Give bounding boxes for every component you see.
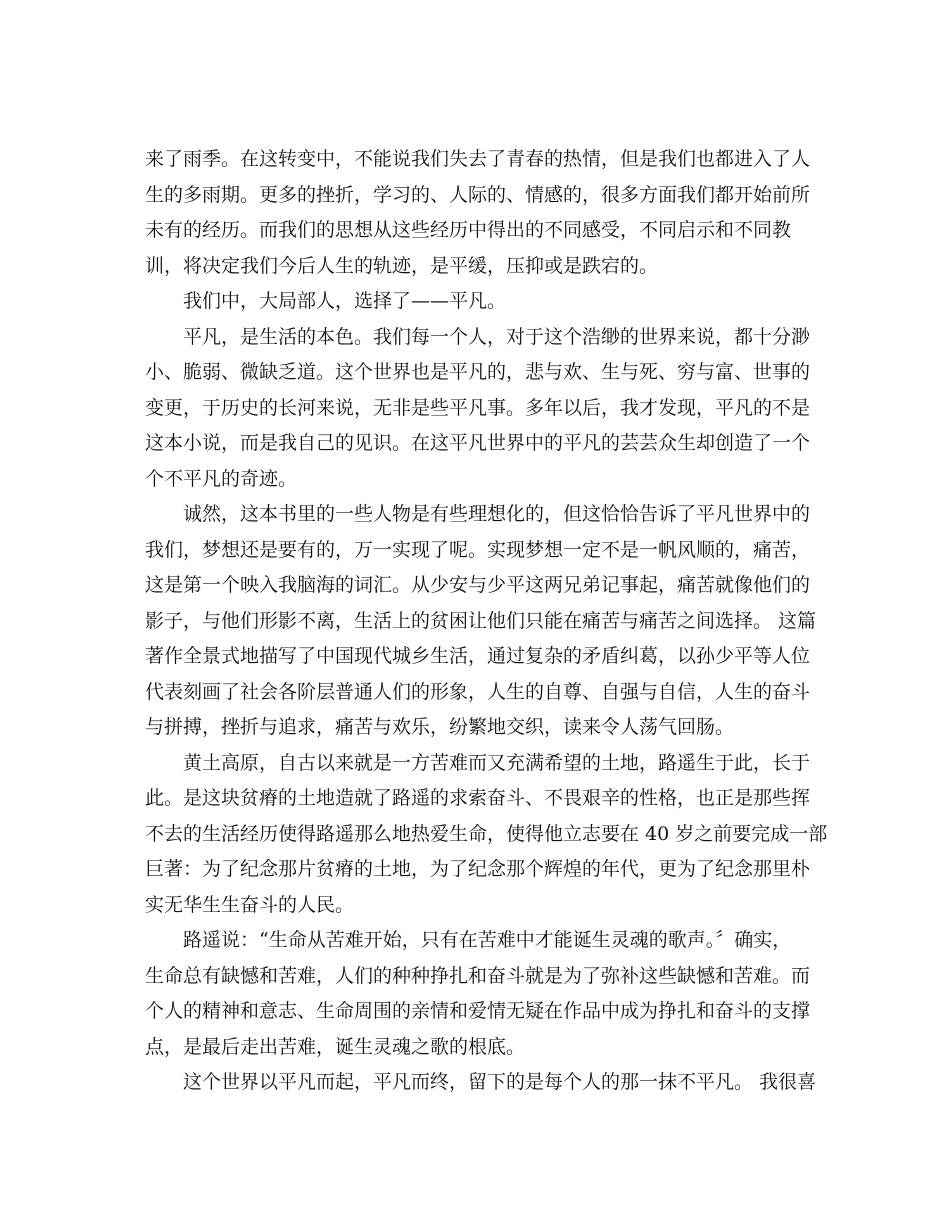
paragraph-world-ordinary bbox=[145, 1065, 817, 1101]
text-line: 路遥说：“生命从苦难开始，只有在苦难中才能诞生灵魂的歌声。〞确实， bbox=[183, 929, 792, 951]
text-line: 来了雨季。在这转变中，不能说我们失去了青春的热情，但是我们也都进入了人 bbox=[145, 148, 811, 170]
text-line: 巨著：为了纪念那片贫瘠的土地，为了纪念那个辉煌的年代，更为了纪念那里朴 bbox=[145, 858, 811, 880]
text-line: 平凡，是生活的本色。我们每一个人，对于这个浩缈的世界来说，都十分渺 bbox=[183, 325, 811, 348]
text-line: 这个世界以平凡而起，平凡而终，留下的是每个人的那一抹不平凡。 我很喜 bbox=[183, 1071, 817, 1093]
text-line: 训，将决定我们今后人生的轨迹，是平缓，压抑或是跌宕的。 bbox=[145, 254, 659, 277]
paragraph-lu-yao-quote bbox=[145, 923, 811, 1065]
text-line: 这本小说，而是我自己的见识。在这平凡世界中的平凡的芸芸众生却创造了一个 bbox=[145, 432, 811, 454]
text-line: 此。是这块贫瘠的土地造就了路遥的求索奋斗、不畏艰辛的性格，也正是那些挥 bbox=[145, 787, 811, 809]
text-line: 诚然，这本书里的一些人物是有些理想化的，但这恰恰告诉了平凡世界中的 bbox=[183, 503, 811, 525]
text-line: 未有的经历。而我们的思想从这些经历中得出的不同感受，不同启示和不同教 bbox=[145, 219, 792, 241]
text-line: 黄土高原，自古以来就是一方苦难而又充满希望的土地，路遥生于此，长于 bbox=[183, 751, 811, 774]
text-line: 变更，于历史的长河来说，无非是些平凡事。多年以后，我才发现，平凡的不是 bbox=[145, 396, 811, 419]
text-line: 小、脆弱、微缺乏道。这个世界也是平凡的，悲与欢、生与死、穷与富、世事的 bbox=[145, 361, 811, 383]
paragraph-loess-plateau bbox=[145, 746, 828, 924]
text-line: 实无华生生奋斗的人民。 bbox=[145, 893, 355, 916]
text-line: 点，是最后走出苦难，诞生灵魂之歌的根底。 bbox=[145, 1035, 526, 1058]
text-line: 这是第一个映入我脑海的词汇。从少安与少平这两兄弟记事起，痛苦就像他们的 bbox=[145, 574, 811, 596]
text-line: 影子，与他们形影不离，生活上的贫困让他们只能在痛苦与痛苦之间选择。 这篇 bbox=[145, 609, 817, 632]
text-line: 著作全景式地描写了中国现代城乡生活，通过复杂的矛盾纠葛，以孙少平等人位 bbox=[145, 645, 811, 667]
text-line: 不去的生活经历使得路遥那么地热爱生命，使得他立志要在 40 岁之前要完成一部 bbox=[145, 822, 828, 845]
paragraph-rainy-season bbox=[145, 142, 811, 284]
text-line: 生命总有缺憾和苦难，人们的种种挣扎和奋斗就是为了弥补这些缺憾和苦难。而 bbox=[145, 964, 811, 987]
text-line: 个不平凡的奇迹。 bbox=[145, 467, 298, 490]
text-line: 与拼搏，挫折与追求，痛苦与欢乐，纷繁地交织，读来令人荡气回肠。 bbox=[145, 716, 735, 738]
paragraph-choose-ordinary bbox=[145, 284, 807, 320]
paragraph-ordinary-life bbox=[145, 320, 811, 498]
text-line: 我们，梦想还是要有的，万一实现了呢。实现梦想一定不是一帆风顺的，痛苦， bbox=[145, 538, 811, 561]
text-line: 生的多雨期。更多的挫折，学习的、人际的、情感的，很多方面我们都开始前所 bbox=[145, 183, 811, 206]
document-body bbox=[145, 142, 828, 1101]
text-line: 个人的精神和意志、生命周围的亲情和爱情无疑在作品中成为挣扎和奋斗的支撑 bbox=[145, 1000, 811, 1022]
paragraph-dreams-and-pain bbox=[145, 497, 817, 746]
text-line: 代表刻画了社会各阶层普通人们的形象，人生的自尊、自强与自信，人生的奋斗 bbox=[145, 680, 811, 703]
text-line: 我们中，大局部人，选择了——平凡。 bbox=[183, 290, 507, 312]
